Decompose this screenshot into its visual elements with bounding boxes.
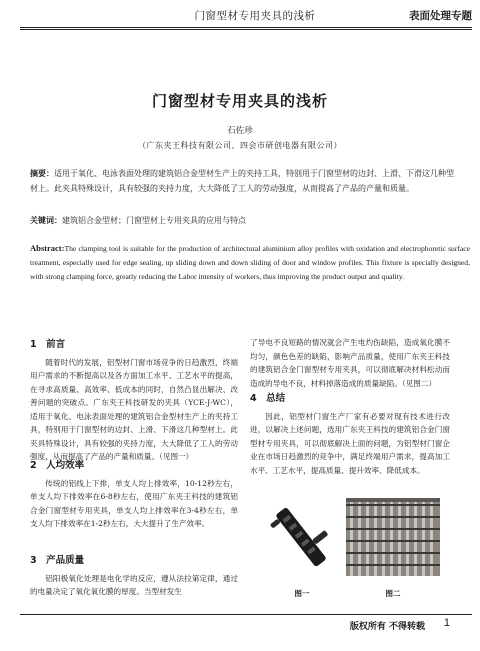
section-2 [30, 459, 238, 531]
profile-rack-image [346, 498, 440, 576]
header-rule-thin [20, 29, 472, 30]
footer-rule [20, 614, 472, 615]
section-3 [30, 554, 238, 599]
affiliation: （广东夹王科技有限公司、四会市研创电器有限公司） [138, 141, 342, 150]
keywords-text: 建筑铝合金型材；门窗型材上专用夹具的应用与特点 [62, 216, 246, 225]
author: 石佐珍 [227, 126, 253, 136]
section-4-heading: 4 总结 [250, 393, 286, 404]
section-3-heading: 3 产品质量 [30, 555, 85, 566]
abstract-cn [30, 166, 455, 196]
abstract-cn-label: 摘要： [30, 169, 54, 178]
section-1-body: 随着时代的发展，铝型材门窗市场竞争的日趋激烈，终端用户需求的不断提高以及各方面加工水平、工艺水平的提高，在寻求高质量、高效率、低成本的同时，自然凸显出解决、改善问题的突破点。广东夹王科技研发的夹具（YCE-J-WC），适用于氧化、电泳表面处理的建筑铝合金型材生产上的夹持工具，特别用于门窗型材的边封、上滑、下滑这几种型材上。此夹具特殊设计，具有较强的夹持力度，大大降低了工人的劳动强度，从而提高了产品的产量和质量。（见图一） [30, 357, 238, 461]
abstract-en [30, 241, 470, 284]
page-number: 1 [443, 617, 450, 629]
keywords [30, 214, 455, 227]
section-1 [30, 338, 238, 464]
figure-2 [346, 498, 440, 576]
section-3-body-cont: 了导电不良短路的情况就会产生电灼伤缺陷，造成氧化膜不均匀，颜色色差的缺陷，影响产品质量，使用广东夹王科技的建筑铝合金门窗型材专用夹具，可以彻底解决材料松动而造成的导电不良，材料掉落造成的质量缺陷。（见图二） [250, 338, 450, 388]
header-rule [20, 27, 472, 28]
section-3-body: 铝阳极氧化处理是电化学的反应，遵从法拉第定律，通过的电量决定了氧化氧化膜的厚度。当型材发生 [30, 573, 238, 596]
keywords-label: 关键词： [30, 216, 62, 225]
section-1-heading: 1 前言 [30, 339, 66, 350]
article-title: 门窗型材专用夹具的浅析 [151, 92, 328, 110]
copyright-notice: 版权所有 不得转载 [349, 622, 425, 632]
section-2-body: 传统的铝线上下排，单支人均上排效率，10-12秒左右，单支人均下排效率在6-8秒左右，使用广东夹王科技的建筑铝合金门窗型材专用夹具，单支人均上排效率在3-4秒左右，单支人均下排效率在1-2秒左右，大大提升了生产效率。 [30, 478, 238, 528]
abstract-en-text: The clamping tool is suitable for the production of architectural aluminium alloy profiles with oxidation and electrophoretic surface treatment, especially used for edge sealing, up sliding down and down sliding of door and window profiles. This fixture is specially designed, with strong clamping force, greatly reducing the Labor intensity of workers, thus improving the product output and quality. [30, 244, 470, 281]
figure-1-caption: 图一 [294, 589, 310, 598]
section-3-continued [250, 336, 450, 390]
section-2-heading: 2 人均效率 [30, 460, 85, 471]
section-4 [250, 392, 450, 477]
clamp-tool-image [268, 496, 340, 574]
section-label: 表面处理专题 [409, 10, 472, 22]
abstract-en-label: Abstract: [30, 243, 65, 253]
figure-2-caption: 图二 [385, 589, 401, 598]
running-title: 门窗型材专用夹具的浅析 [194, 10, 316, 22]
section-4-body: 因此，铝型材门窗生产厂家有必要对现有技术进行改进，以解决上述问题，选用广东夹王科技的建筑铝合金门窗型材专用夹具，可以彻底解决上面的问题，为铝型材门窗企业在市场日趋激烈的竞争中，满足终端用户需求，提高加工水平、工艺水平，提高质量、提升效率、降低成本。 [250, 411, 450, 475]
abstract-cn-text: 适用于氧化、电泳表面处理的建筑铝合金型材生产上的夹持工具，特别用于门窗型材的边封、上滑、下滑这几种型材上。此夹具特殊设计，具有较强的夹持力度，大大降低了工人的劳动强度，从而提高了产品的产量和质量。 [30, 169, 454, 193]
figure-1 [268, 496, 340, 574]
